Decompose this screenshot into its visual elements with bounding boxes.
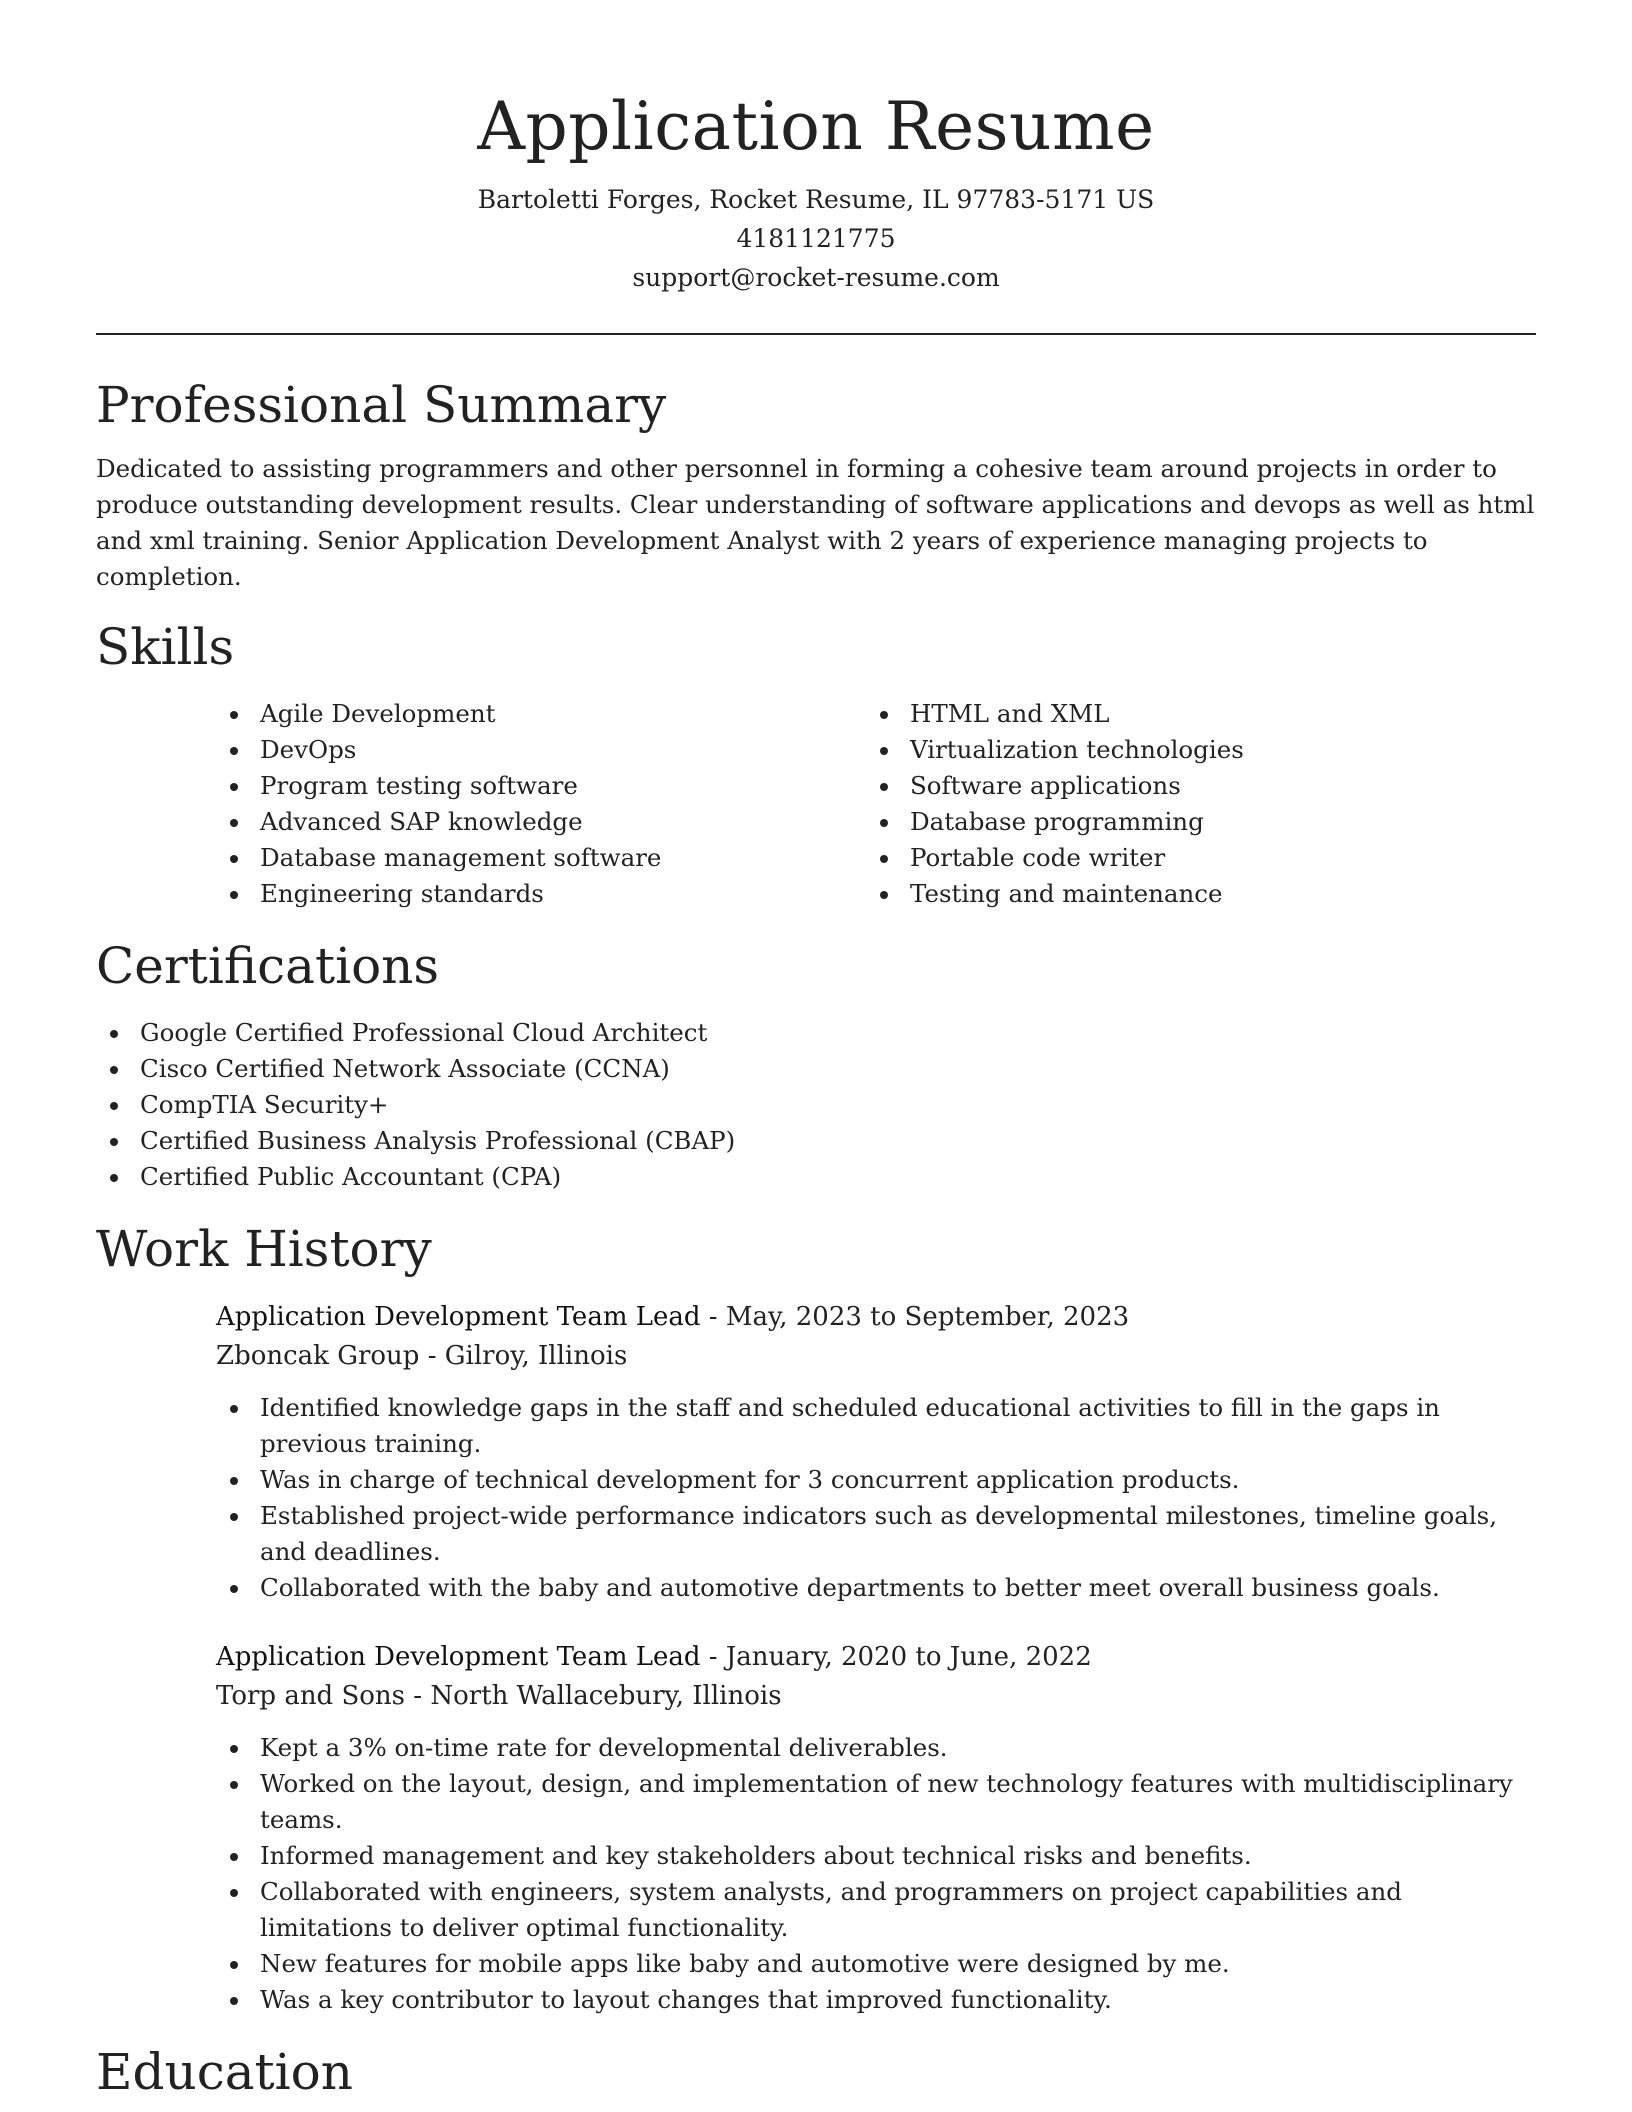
job-company-line xyxy=(216,1337,1536,1376)
list-item: Virtualization technologies xyxy=(866,732,1516,768)
header-divider xyxy=(96,333,1536,335)
job-company-line xyxy=(216,1677,1536,1716)
job-company: Zboncak Group xyxy=(216,1341,420,1371)
work-section xyxy=(96,1217,1536,2018)
job-role: Application Development Team Lead xyxy=(216,1642,701,1672)
list-item: Engineering standards xyxy=(216,876,866,912)
list-item: CompTIA Security+ xyxy=(96,1087,1536,1123)
job-separator: - xyxy=(419,1341,445,1371)
list-item: Identified knowledge gaps in the staff and scheduled educational activities to fill in the gaps in previous training. xyxy=(216,1390,1536,1462)
list-item: Agile Development xyxy=(216,696,866,732)
job-bullets xyxy=(216,1730,1536,2018)
education-title: Education xyxy=(96,2043,353,2101)
list-item: DevOps xyxy=(216,732,866,768)
job-separator: - xyxy=(405,1681,431,1711)
list-item: Database programming xyxy=(866,804,1516,840)
list-item: Cisco Certified Network Associate (CCNA) xyxy=(96,1051,1536,1087)
list-item: New features for mobile apps like baby and automotive were designed by me. xyxy=(216,1946,1536,1982)
list-item: Program testing software xyxy=(216,768,866,804)
list-item: Database management software xyxy=(216,840,866,876)
resume-header xyxy=(96,0,1536,297)
list-item: Portable code writer xyxy=(866,840,1516,876)
resume-name: Application Resume xyxy=(477,88,1155,165)
certifications-list xyxy=(96,1015,1536,1195)
job-separator: - xyxy=(700,1642,726,1672)
summary-text: Dedicated to assisting programmers and other personnel in forming a cohesive team around projects in order to produce outstanding development results. Clear understanding of software applications and devops as well as html and xml training. Senior Application Development Analyst with 2 years of experience managing projects to completion. xyxy=(96,454,1535,591)
list-item: Software applications xyxy=(866,768,1516,804)
list-item: Google Certified Professional Cloud Architect xyxy=(96,1015,1536,1051)
list-item: Was a key contributor to layout changes that improved functionality. xyxy=(216,1982,1536,2018)
job-dates: May, 2023 to September, 2023 xyxy=(725,1302,1130,1332)
job-bullets xyxy=(216,1390,1536,1606)
job-dates: January, 2020 to June, 2022 xyxy=(725,1642,1092,1672)
list-item: Advanced SAP knowledge xyxy=(216,804,866,840)
list-item: Established project-wide performance indicators such as developmental milestones, timeline goals, and deadlines. xyxy=(216,1498,1536,1570)
education-section xyxy=(96,2040,1536,2104)
list-item: HTML and XML xyxy=(866,696,1516,732)
skills-list-left xyxy=(216,696,866,912)
job-separator: - xyxy=(700,1302,726,1332)
skills-list-right xyxy=(866,696,1516,912)
list-item: Kept a 3% on-time rate for developmental deliverables. xyxy=(216,1730,1536,1766)
contact-phone: 4181121775 xyxy=(736,224,896,253)
list-item: Informed management and key stakeholders about technical risks and benefits. xyxy=(216,1838,1536,1874)
contact-address: Bartoletti Forges, Rocket Resume, IL 97783-5171 US xyxy=(477,185,1155,214)
job-title-line xyxy=(216,1298,1536,1337)
list-item: Certified Business Analysis Professional (CBAP) xyxy=(96,1123,1536,1159)
job-company: Torp and Sons xyxy=(216,1681,406,1711)
resume-page xyxy=(96,0,1536,2104)
certifications-section xyxy=(96,934,1536,1195)
job-entry xyxy=(216,1298,1536,1606)
list-item: Certified Public Accountant (CPA) xyxy=(96,1159,1536,1195)
job-location: North Wallacebury, Illinois xyxy=(430,1681,782,1711)
skills-grid xyxy=(216,696,1536,912)
contact-email: support@rocket-resume.com xyxy=(632,263,1000,292)
list-item: Testing and maintenance xyxy=(866,876,1516,912)
list-item: Collaborated with engineers, system analysts, and programmers on project capabilities and limitations to deliver optimal functionality. xyxy=(216,1874,1536,1946)
certifications-title: Certifications xyxy=(96,937,440,995)
summary-title: Professional Summary xyxy=(96,376,667,434)
list-item: Worked on the layout, design, and implementation of new technology features with multidisciplinary teams. xyxy=(216,1766,1536,1838)
contact-block xyxy=(96,180,1536,297)
job-location: Gilroy, Illinois xyxy=(444,1341,628,1371)
skills-title: Skills xyxy=(96,618,235,676)
skills-section xyxy=(96,615,1536,912)
work-title: Work History xyxy=(96,1220,432,1278)
job-title-line xyxy=(216,1638,1536,1677)
job-entry xyxy=(216,1638,1536,2018)
job-role: Application Development Team Lead xyxy=(216,1302,701,1332)
summary-section xyxy=(96,373,1536,595)
list-item: Collaborated with the baby and automotive departments to better meet overall business goals. xyxy=(216,1570,1536,1606)
list-item: Was in charge of technical development for 3 concurrent application products. xyxy=(216,1462,1536,1498)
